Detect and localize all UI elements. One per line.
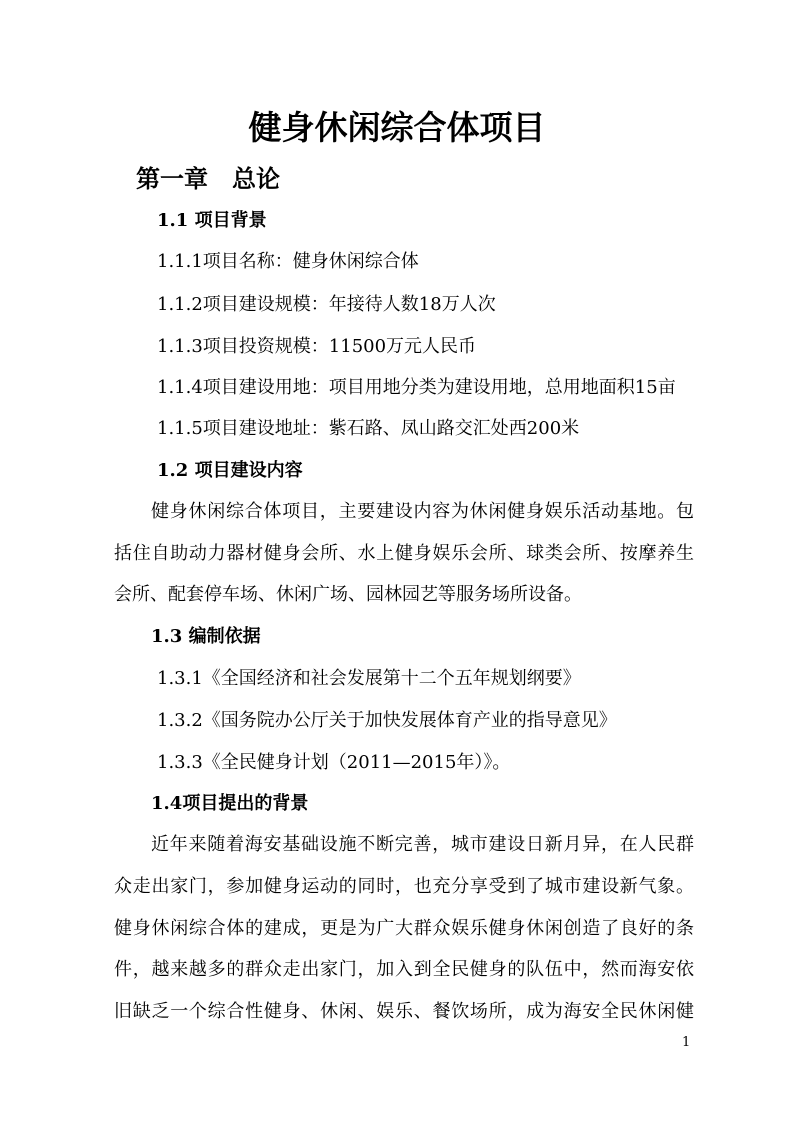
document-title: 健身休闲综合体项目 [248,108,546,147]
list-item: 1.1.5项目建设地址：紫石路、凤山路交汇处西200米 [157,418,580,439]
list-item: 1.3.2《国务院办公厅关于加快发展体育产业的指导意见》 [157,710,617,731]
section-heading-1-1: 1.1 项目背景 [157,210,267,231]
section-heading-1-4: 1.4项目提出的背景 [151,793,309,814]
list-item: 1.1.3项目投资规模：11500万元人民币 [157,336,477,357]
paragraph-line: 会所、配套停车场、休闲广场、园林园艺等服务场所设备。 [114,584,582,605]
list-item: 1.1.4项目建设用地：项目用地分类为建设用地，总用地面积15亩 [157,377,676,398]
chapter-number: 第一章 [136,164,208,193]
list-item: 1.1.1项目名称：健身休闲综合体 [157,251,419,272]
section-heading-1-2: 1.2 项目建设内容 [157,460,303,481]
paragraph-line: 健身休闲综合体的建成，更是为广大群众娱乐健身休闲创造了良好的条 [114,918,694,939]
paragraph-line: 括住自助动力器材健身会所、水上健身娱乐会所、球类会所、按摩养生 [114,543,694,564]
chapter-name: 总论 [232,164,280,193]
list-item: 1.3.1《全国经济和社会发展第十二个五年规划纲要》 [157,668,581,689]
paragraph-line: 健身休闲综合体项目，主要建设内容为休闲健身娱乐活动基地。包 [151,501,694,522]
paragraph-line: 件，越来越多的群众走出家门，加入到全民健身的队伍中，然而海安依 [114,959,694,980]
list-item: 1.1.2项目建设规模：年接待人数18万人次 [157,294,496,315]
list-item: 1.3.3《全民健身计划（2011—2015年）》。 [157,752,511,773]
paragraph-line: 旧缺乏一个综合性健身、休闲、娱乐、餐饮场所，成为海安全民休闲健 [114,1001,694,1022]
chapter-heading [136,159,280,194]
paragraph-line: 众走出家门，参加健身运动的同时，也充分享受到了城市建设新气象。 [114,876,694,897]
page-number: 1 [682,1035,691,1050]
paragraph-line: 近年来随着海安基础设施不断完善，城市建设日新月异，在人民群 [151,834,694,855]
section-heading-1-3: 1.3 编制依据 [151,626,261,647]
